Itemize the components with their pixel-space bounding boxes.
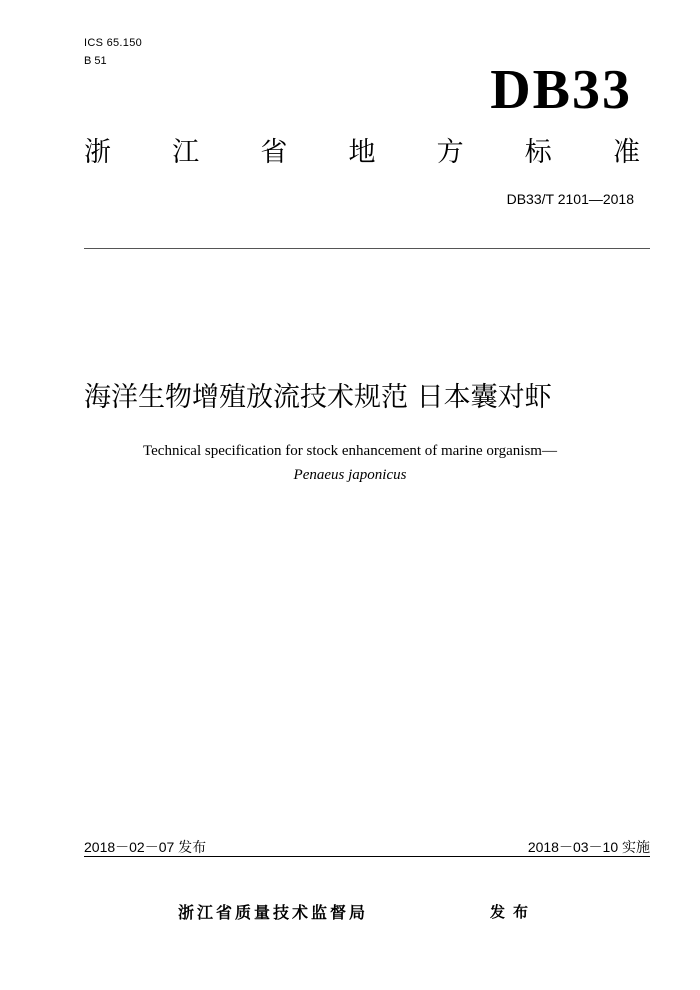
standard-type-char: 浙 [84, 137, 111, 168]
issue-date: 2018－02－07 发布 [84, 839, 207, 855]
standard-type-heading [84, 136, 640, 170]
standard-number: DB33/T 2101—2018 [506, 191, 634, 207]
standard-type-char: 省 [260, 137, 288, 168]
implementation-date: 2018－03－10 实施 [527, 839, 650, 855]
standard-type-char: 标 [524, 137, 552, 168]
title-chinese: 海洋生物增殖放流技术规范 日本囊对虾 [84, 382, 552, 413]
issuing-authority: 浙江省质量技术监督局 [178, 903, 369, 922]
standard-logo: DB33 [490, 59, 632, 121]
ics-code: ICS 65.150 [84, 37, 143, 49]
title-english: Technical specification for stock enhancement of marine organism— [143, 443, 557, 459]
footer-divider [84, 856, 650, 857]
standard-type-char: 方 [436, 137, 464, 168]
standard-type-char: 准 [612, 137, 640, 168]
title-english-species: Penaeus japonicus [293, 467, 407, 483]
header-divider [84, 248, 650, 249]
standard-type-char: 江 [172, 137, 200, 168]
ccs-code: B 51 [84, 55, 107, 67]
issue-label: 发布 [490, 903, 537, 921]
standard-type-char: 地 [348, 137, 376, 168]
